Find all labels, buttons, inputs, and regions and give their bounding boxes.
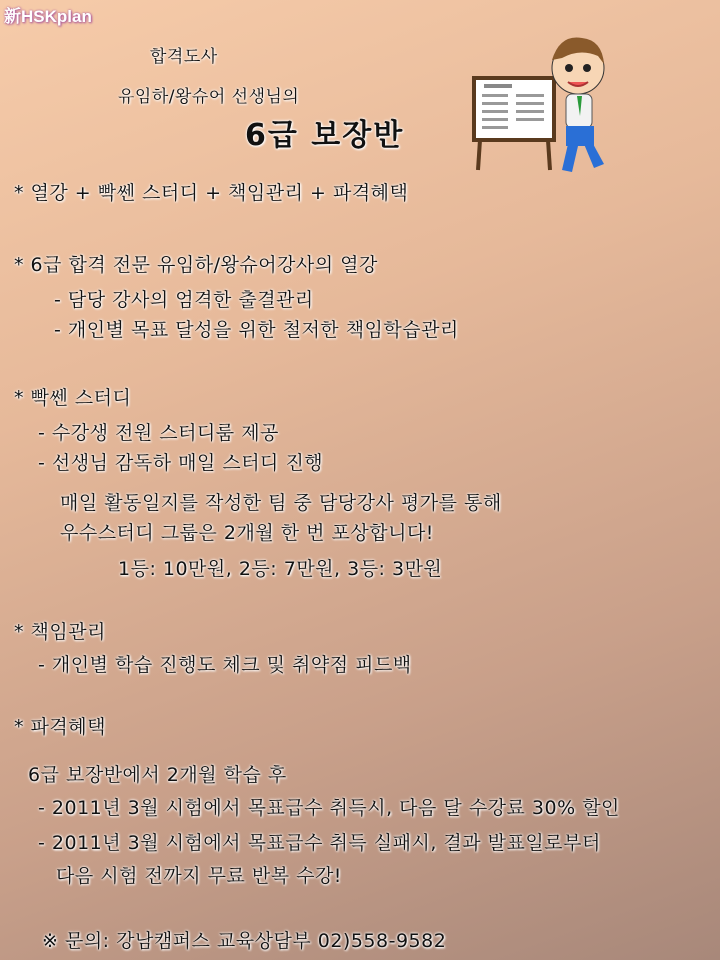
benefit-item: 다음 시험 전까지 무료 반복 수강! [56, 865, 342, 887]
study-item: - 수강생 전원 스터디룸 제공 [38, 422, 279, 444]
study-heading: * 빡쎈 스터디 [14, 387, 132, 409]
study-item: - 선생님 감독하 매일 스터디 진행 [38, 452, 324, 474]
benefit-item: - 2011년 3월 시험에서 목표급수 취득시, 다음 달 수강료 30% 할인 [38, 797, 620, 819]
study-prizes: 1등: 10만원, 2등: 7만원, 3등: 3만원 [118, 558, 443, 580]
header-line2: 유임하/왕슈어 선생님의 [118, 87, 300, 107]
summary-line: * 열강 + 빡쎈 스터디 + 책임관리 + 파격혜택 [14, 182, 409, 204]
brand-logo: 新HSKplan [4, 7, 92, 26]
care-item: - 개인별 학습 진행도 체크 및 취약점 피드백 [38, 654, 412, 676]
benefit-item: - 2011년 3월 시험에서 목표급수 취득 실패시, 결과 발표일로부터 [38, 832, 601, 854]
benefit-intro: 6급 보장반에서 2개월 학습 후 [28, 764, 287, 786]
study-note: 우수스터디 그룹은 2개월 한 번 포상합니다! [60, 522, 434, 544]
benefit-heading: * 파격혜택 [14, 716, 106, 738]
study-note: 매일 활동일지를 작성한 팀 중 담당강사 평가를 통해 [60, 492, 502, 514]
page-title: 6급 보장반 [245, 118, 405, 153]
contact-line: ※ 문의: 강남캠퍼스 교육상담부 02)558-9582 [42, 930, 447, 952]
lecture-item: - 개인별 목표 달성을 위한 철저한 책임학습관리 [54, 319, 459, 341]
header-line1: 합격도사 [150, 47, 218, 67]
teacher-illustration [470, 30, 620, 180]
lecture-heading: * 6급 합격 전문 유임하/왕슈어강사의 열강 [14, 254, 378, 276]
lecture-item: - 담당 강사의 엄격한 출결관리 [54, 289, 314, 311]
care-heading: * 책임관리 [14, 621, 106, 643]
